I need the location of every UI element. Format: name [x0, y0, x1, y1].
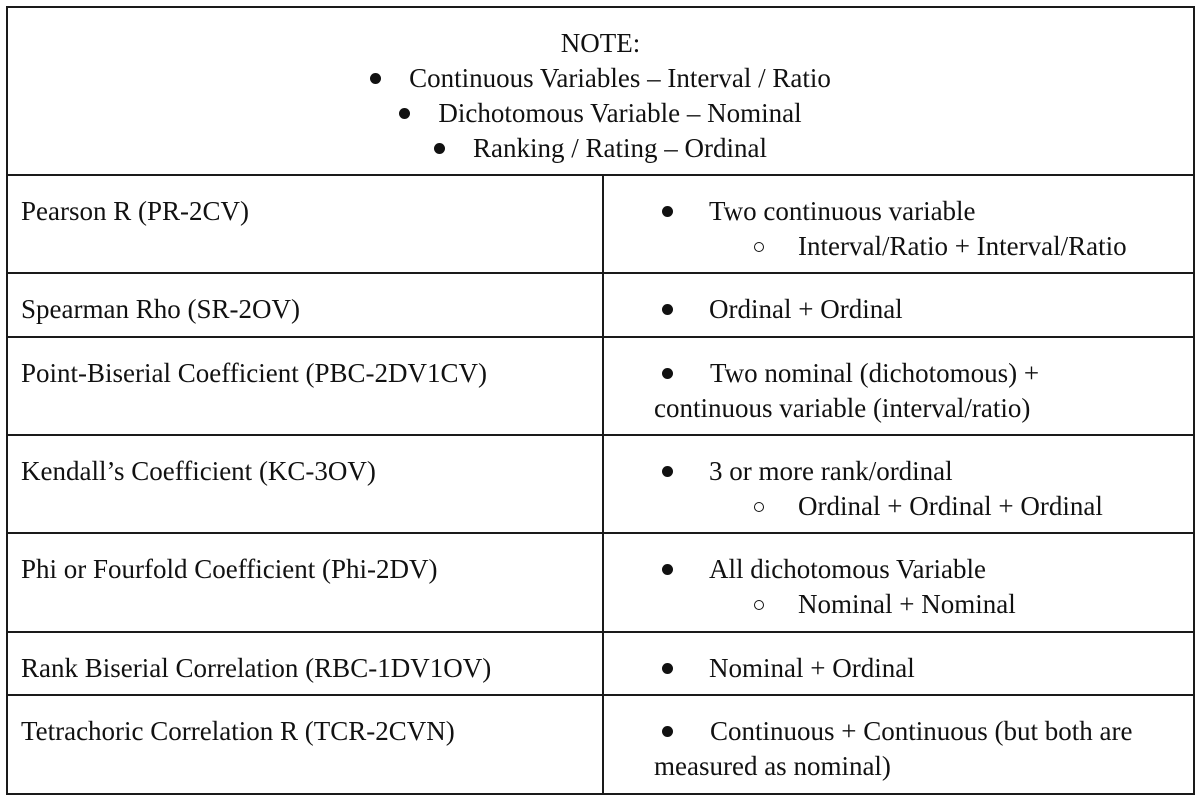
note-item-text: Ranking / Rating – Ordinal	[473, 133, 767, 163]
circle-bullet-icon	[754, 600, 764, 610]
note-title: NOTE:	[560, 28, 641, 58]
method-cell: Tetrachoric Correlation R (TCR-2CVN)	[8, 696, 604, 793]
sub-list-item	[662, 229, 1185, 264]
table-row	[8, 274, 1193, 338]
list-item	[662, 651, 1185, 686]
method-cell: Spearman Rho (SR-2OV)	[8, 274, 604, 336]
table-row	[8, 534, 1193, 633]
method-cell: Point-Biserial Coefficient (PBC-2DV1CV)	[8, 338, 604, 434]
list-item-text: Nominal + Ordinal	[709, 653, 915, 683]
note-item	[399, 96, 801, 131]
method-cell: Phi or Fourfold Coefficient (Phi-2DV)	[8, 534, 604, 631]
bullet-icon	[662, 466, 673, 477]
note-item	[434, 131, 767, 166]
method-cell: Kendall’s Coefficient (KC-3OV)	[8, 436, 604, 532]
list-item-text: All dichotomous Variable	[709, 554, 986, 584]
list-item	[662, 194, 1185, 229]
bullet-icon	[662, 564, 673, 575]
variables-cell	[604, 274, 1193, 336]
bullet-icon	[399, 108, 410, 119]
list-item-text: Continuous + Continuous (but both are measured as nominal)	[654, 716, 1133, 781]
method-cell: Rank Biserial Correlation (RBC-1DV1OV)	[8, 633, 604, 694]
variables-cell	[604, 696, 1193, 793]
variables-cell	[604, 534, 1193, 631]
variables-cell	[604, 176, 1193, 272]
table-row	[8, 176, 1193, 274]
sub-list-item-text: Nominal + Nominal	[798, 589, 1016, 619]
list-item	[654, 714, 1185, 784]
bullet-icon	[662, 726, 673, 737]
list-item	[654, 356, 1185, 426]
note-item-text: Continuous Variables – Interval / Ratio	[409, 63, 831, 93]
list-item	[662, 552, 1185, 587]
circle-bullet-icon	[754, 242, 764, 252]
list-item-text: Two continuous variable	[709, 196, 976, 226]
list-item	[662, 454, 1185, 489]
bullet-icon	[662, 206, 673, 217]
table-row	[8, 436, 1193, 534]
table-row	[8, 696, 1193, 793]
variables-cell	[604, 338, 1193, 434]
variables-cell	[604, 633, 1193, 694]
bullet-icon	[370, 73, 381, 84]
list-item	[662, 292, 1185, 327]
note-item	[370, 61, 831, 96]
bullet-icon	[662, 663, 673, 674]
circle-bullet-icon	[754, 502, 764, 512]
sub-list-item	[662, 587, 1185, 622]
list-item-text: 3 or more rank/ordinal	[709, 456, 953, 486]
sub-list-item	[662, 489, 1185, 524]
list-item-text: Ordinal + Ordinal	[709, 294, 903, 324]
note-item-text: Dichotomous Variable – Nominal	[438, 98, 802, 128]
note-cell	[8, 8, 1193, 176]
sub-list-item-text: Interval/Ratio + Interval/Ratio	[798, 231, 1127, 261]
sub-list-item-text: Ordinal + Ordinal + Ordinal	[798, 491, 1103, 521]
bullet-icon	[662, 304, 673, 315]
method-cell: Pearson R (PR-2CV)	[8, 176, 604, 272]
variables-cell	[604, 436, 1193, 532]
correlation-table	[6, 6, 1195, 795]
bullet-icon	[662, 368, 673, 379]
table-row	[8, 338, 1193, 436]
list-item-text: Two nominal (dichotomous) + continuous variable (interval/ratio)	[654, 358, 1040, 423]
table-row	[8, 633, 1193, 696]
bullet-icon	[434, 143, 445, 154]
